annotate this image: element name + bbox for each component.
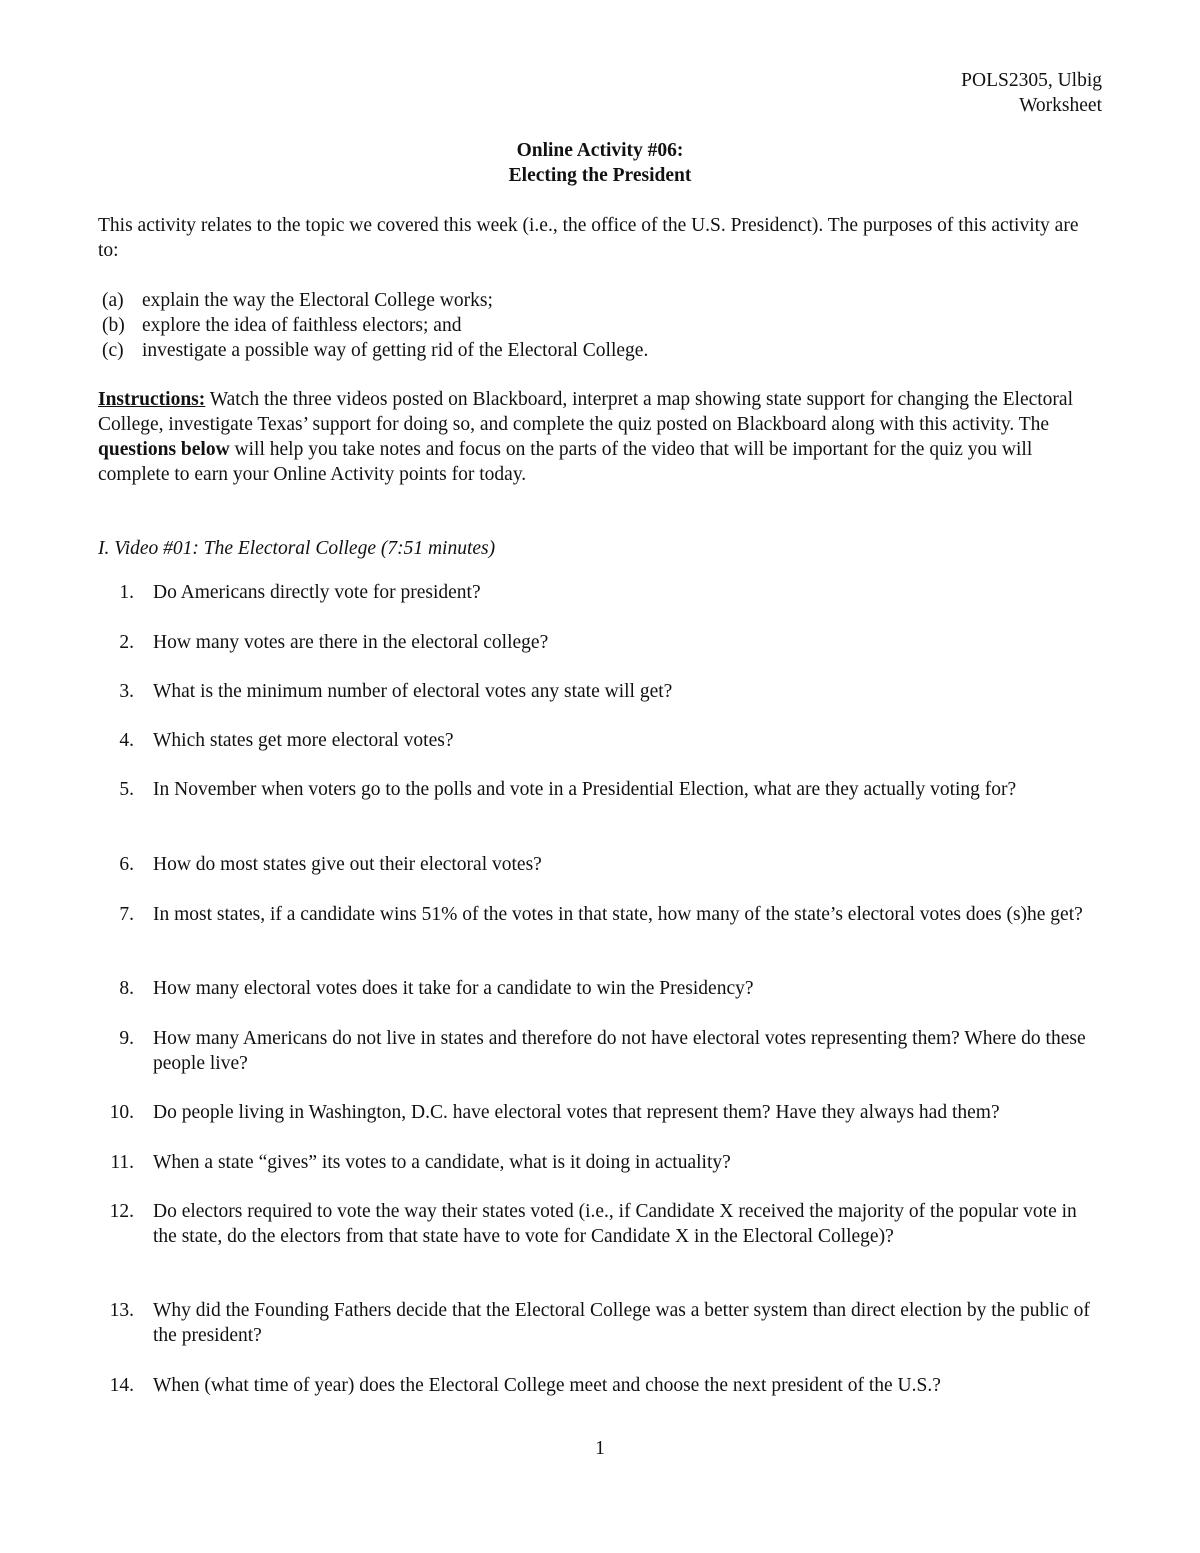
document-title: [0, 138, 1200, 188]
question-text: What is the minimum number of electoral votes any state will get?: [153, 681, 673, 702]
question-text: When (what time of year) does the Electoral College meet and choose the next president of the U.S.?: [153, 1375, 941, 1396]
purpose-text: explore the idea of faithless electors; and: [142, 315, 462, 336]
intro-paragraph: This activity relates to the topic we covered this week (i.e., the office of the U.S. Presidenct). The purposes of this activity are to:: [98, 215, 1079, 261]
purpose-item: [98, 338, 648, 363]
question-text: Do people living in Washington, D.C. have electoral votes that represent them? Have they always had them?: [153, 1102, 1000, 1123]
question-number: 7.: [119, 904, 134, 925]
instructions-paragraph: [98, 387, 1100, 487]
question-item: [98, 902, 1100, 927]
purpose-text: explain the way the Electoral College works;: [142, 290, 493, 311]
question-item: [98, 728, 1100, 753]
question-item: [98, 679, 1100, 704]
question-number: 1.: [119, 582, 134, 603]
question-item: [98, 630, 1100, 655]
question-item: [98, 976, 1100, 1001]
question-number: 13.: [109, 1300, 134, 1321]
question-item: [98, 1150, 1100, 1175]
purpose-item: [98, 313, 648, 338]
purpose-label: (b): [102, 315, 125, 336]
question-text: How many Americans do not live in states and therefore do not have electoral votes representing them? Where do these people live?: [153, 1028, 1086, 1074]
instructions-lead: Instructions:: [98, 389, 206, 410]
question-text: Which states get more electoral votes?: [153, 730, 454, 751]
question-number: 10.: [109, 1102, 134, 1123]
question-number: 11.: [110, 1152, 134, 1173]
question-item: [98, 1373, 1100, 1398]
question-number: 12.: [109, 1201, 134, 1222]
question-item: [98, 777, 1100, 802]
question-number: 3.: [119, 681, 134, 702]
title-line-1: Online Activity #06:: [516, 140, 684, 161]
question-number: 5.: [119, 779, 134, 800]
question-item: [98, 1199, 1100, 1249]
doc-type-label: Worksheet: [1019, 95, 1102, 116]
question-text: In most states, if a candidate wins 51% of the votes in that state, how many of the state’s electoral votes does (s)he get?: [153, 904, 1083, 925]
question-text: Do electors required to vote the way their states voted (i.e., if Candidate X received the majority of the popular vote in the state, do the electors from that state have to vote for Candidate X in the Electoral College)?: [153, 1201, 1077, 1247]
question-number: 4.: [119, 730, 134, 751]
running-header: [961, 68, 1102, 118]
section-heading: I. Video #01: The Electoral College (7:51 minutes): [98, 538, 496, 559]
purpose-item: [98, 288, 648, 313]
question-item: [98, 1298, 1100, 1348]
purpose-label: (a): [102, 290, 124, 311]
title-line-2: Electing the President: [508, 165, 692, 186]
question-item: [98, 1026, 1100, 1076]
question-item: [98, 580, 1100, 605]
purpose-label: (c): [102, 340, 124, 361]
question-text: When a state “gives” its votes to a candidate, what is it doing in actuality?: [153, 1152, 731, 1173]
question-text: In November when voters go to the polls and vote in a Presidential Election, what are they actually voting for?: [153, 779, 1017, 800]
question-text: How many electoral votes does it take for a candidate to win the Presidency?: [153, 978, 754, 999]
course-label: POLS2305, Ulbig: [961, 70, 1102, 91]
question-number: 14.: [109, 1375, 134, 1396]
question-item: [98, 1100, 1100, 1125]
instructions-text-2: will help you take notes and focus on the parts of the video that will be important for the quiz you will complete to earn your Online Activity points for today.: [98, 439, 1033, 485]
question-number: 9.: [119, 1028, 134, 1049]
page-number: 1: [595, 1438, 605, 1459]
question-number: 8.: [119, 978, 134, 999]
question-text: How do most states give out their electoral votes?: [153, 854, 542, 875]
instructions-bold-phrase: questions below: [98, 439, 230, 460]
question-text: Do Americans directly vote for president?: [153, 582, 481, 603]
question-item: [98, 852, 1100, 877]
purpose-text: investigate a possible way of getting rid of the Electoral College.: [142, 340, 649, 361]
question-text: How many votes are there in the electoral college?: [153, 632, 549, 653]
purposes-list: [98, 288, 648, 363]
instructions-text-1: Watch the three videos posted on Blackboard, interpret a map showing state support for changing the Electoral College, investigate Texas’ support for doing so, and complete the quiz posted on Blackboard along with this activity. The: [98, 389, 1073, 435]
question-number: 2.: [119, 632, 134, 653]
question-text: Why did the Founding Fathers decide that the Electoral College was a better system than direct election by the public of the president?: [153, 1300, 1090, 1346]
question-number: 6.: [119, 854, 134, 875]
